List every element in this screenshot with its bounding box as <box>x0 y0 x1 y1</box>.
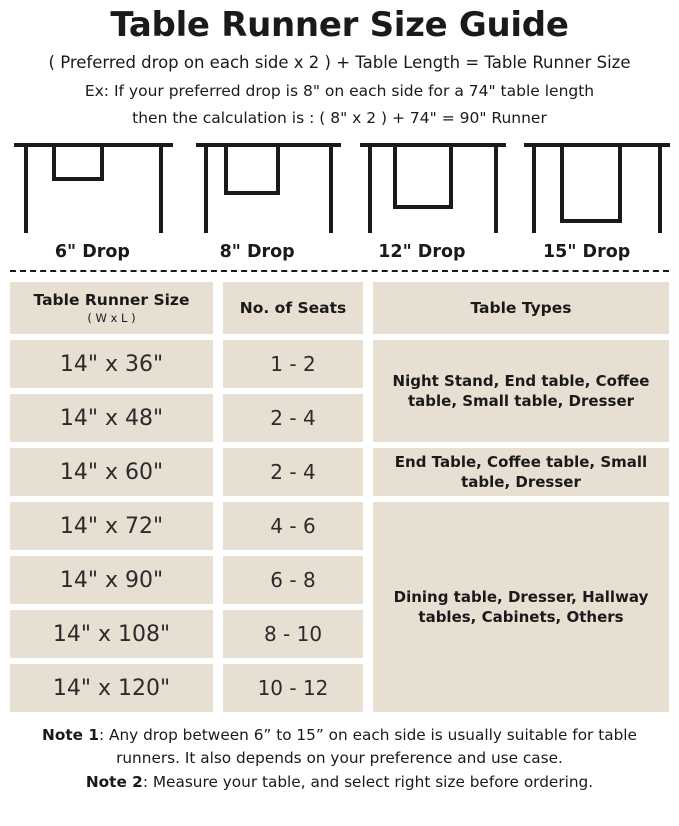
size-table <box>8 282 671 718</box>
example-line-1: Ex: If your preferred drop is 8" on each side for a 74" table length <box>84 81 595 100</box>
note-1 <box>12 724 667 768</box>
header-seats: No. of Seats <box>223 282 363 334</box>
header-runner-size-label: Table Runner Size <box>33 291 190 310</box>
table-row: 6 - 8 <box>223 556 363 604</box>
table-types-group-1: Night Stand, End table, Coffee table, Small table, Dresser <box>373 340 669 442</box>
note-2-label: Note 2 <box>85 772 143 791</box>
header-table-types: Table Types <box>373 282 669 334</box>
table-row: 4 - 6 <box>223 502 363 550</box>
note-2 <box>12 771 667 793</box>
table-row: 14" x 36" <box>10 340 213 388</box>
table-row: 10 - 12 <box>223 664 363 712</box>
column-table-types <box>373 282 669 718</box>
formula-text: ( Preferred drop on each side x 2 ) + Table Length = Table Runner Size <box>48 53 631 73</box>
drop-diagram <box>8 137 671 262</box>
table-row: 14" x 72" <box>10 502 213 550</box>
table-row: 14" x 90" <box>10 556 213 604</box>
note-2-text: : Measure your table, and select right size before ordering. <box>142 772 594 791</box>
drop-label-8: 8" Drop <box>219 242 295 263</box>
table-row: 8 - 10 <box>223 610 363 658</box>
table-types-group-2: End Table, Coffee table, Small table, Dresser <box>373 448 669 496</box>
table-row: 1 - 2 <box>223 340 363 388</box>
column-seats <box>223 282 363 718</box>
header-runner-size-sublabel: ( W x L ) <box>87 310 136 325</box>
example-line-2: then the calculation is : ( 8" x 2 ) + 74" = 90" Runner <box>132 108 547 127</box>
table-row: 14" x 108" <box>10 610 213 658</box>
drop-label-6: 6" Drop <box>54 242 130 263</box>
note-1-text: : Any drop between 6” to 15” on each side is usually suitable for table runners. It also depends on your preference and use case. <box>99 726 637 767</box>
table-types-group-3: Dining table, Dresser, Hallway tables, Cabinets, Others <box>373 502 669 712</box>
table-row: 14" x 120" <box>10 664 213 712</box>
table-row: 14" x 60" <box>10 448 213 496</box>
table-row: 2 - 4 <box>223 394 363 442</box>
table-row: 14" x 48" <box>10 394 213 442</box>
drop-label-12: 12" Drop <box>378 242 466 263</box>
drop-diagram-svg <box>10 137 673 237</box>
page-title: Table Runner Size Guide <box>110 5 569 45</box>
note-1-label: Note 1 <box>42 726 99 745</box>
drop-label-row <box>10 242 669 262</box>
column-runner-size <box>10 282 213 718</box>
notes-section <box>8 722 671 795</box>
table-row: 2 - 4 <box>223 448 363 496</box>
header-runner-size <box>10 282 213 334</box>
drop-label-15: 15" Drop <box>542 242 631 263</box>
dashed-divider <box>10 270 669 272</box>
